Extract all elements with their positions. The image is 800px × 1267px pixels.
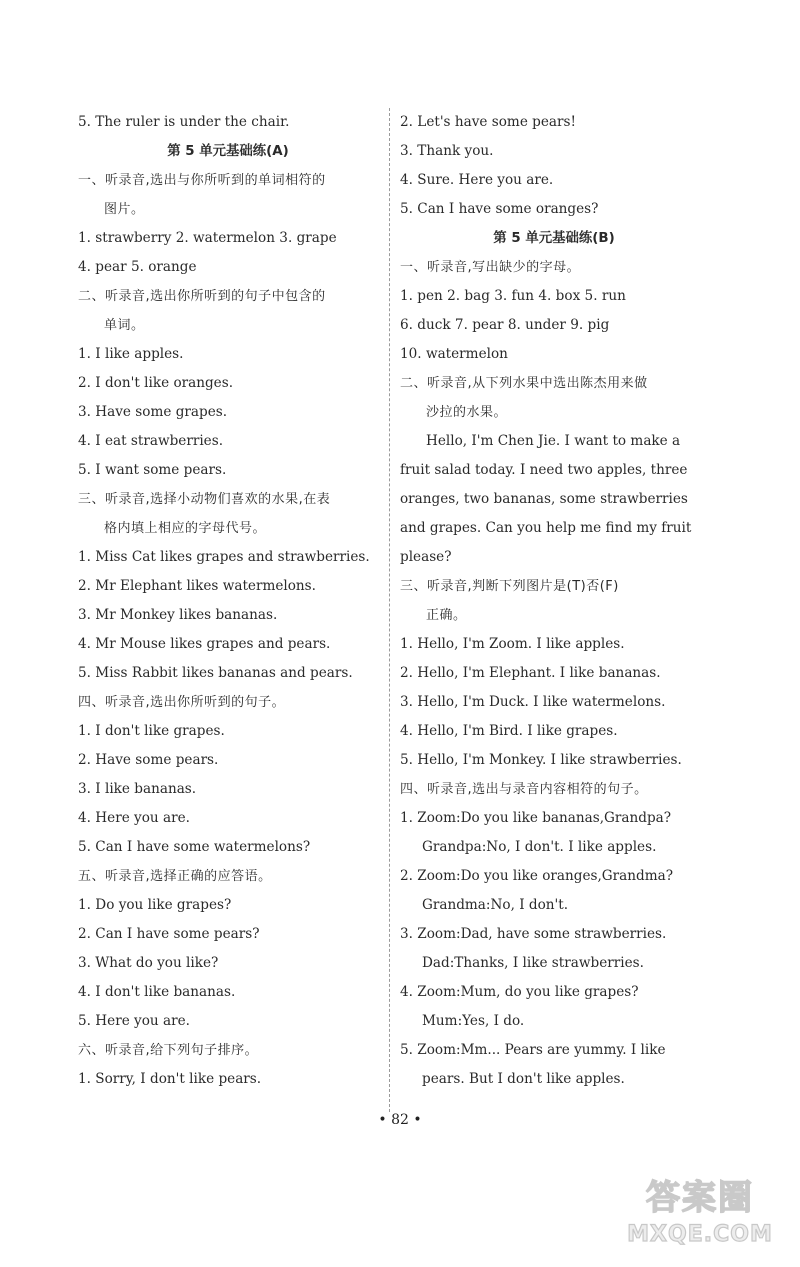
answer-line: and grapes. Can you help me find my fruit — [400, 520, 692, 536]
answer-line: 4. Sure. Here you are. — [400, 172, 554, 188]
section-heading: 第 5 单元基础练(A) — [167, 144, 289, 159]
question-instruction-continued: 沙拉的水果。 — [426, 405, 508, 420]
question-instruction-continued: 格内填上相应的字母代号。 — [104, 521, 267, 536]
answer-line: 5. Here you are. — [78, 1013, 190, 1029]
dialogue-response-line: Grandma:No, I don't. — [422, 897, 569, 913]
answer-line: 2. Hello, I'm Elephant. I like bananas. — [400, 665, 661, 681]
question-instruction-continued: 正确。 — [426, 608, 467, 623]
dialogue-response-line: Dad:Thanks, I like strawberries. — [422, 955, 644, 971]
answer-line: 1. strawberry 2. watermelon 3. grape — [78, 230, 337, 246]
answer-line: 4. I eat strawberries. — [78, 433, 224, 449]
dialogue-response-line: pears. But I don't like apples. — [422, 1071, 625, 1087]
answer-line: 4. Hello, I'm Bird. I like grapes. — [400, 723, 618, 739]
answer-line: 2. Have some pears. — [78, 752, 219, 768]
answer-line: 2. I don't like oranges. — [78, 375, 234, 391]
question-instruction: 二、听录音,从下列水果中选出陈杰用来做 — [400, 376, 648, 391]
answer-line: 1. I don't like grapes. — [78, 723, 225, 739]
answer-line: please? — [400, 549, 452, 565]
question-instruction: 一、听录音,选出与你所听到的单词相符的 — [78, 173, 326, 188]
answer-line: 1. I like apples. — [78, 346, 184, 362]
answer-line: 2. Zoom:Do you like oranges,Grandma? — [400, 868, 674, 884]
column-divider — [389, 108, 390, 1112]
answer-line: 1. Do you like grapes? — [78, 897, 232, 913]
question-instruction: 一、听录音,写出缺少的字母。 — [400, 260, 581, 275]
answer-line: 5. Can I have some watermelons? — [78, 839, 311, 855]
question-instruction: 三、听录音,判断下列图片是(T)否(F) — [400, 579, 619, 594]
question-instruction: 二、听录音,选出你所听到的句子中包含的 — [78, 289, 326, 304]
answer-line: fruit salad today. I need two apples, three — [400, 462, 688, 478]
answer-line: 4. Here you are. — [78, 810, 190, 826]
answer-line: 5. Miss Rabbit likes bananas and pears. — [78, 665, 353, 681]
section-heading: 第 5 单元基础练(B) — [493, 231, 615, 246]
left-column — [78, 108, 378, 1094]
answer-line: 3. Have some grapes. — [78, 404, 228, 420]
answer-line: 5. The ruler is under the chair. — [78, 114, 290, 130]
answer-line: 1. pen 2. bag 3. fun 4. box 5. run — [400, 288, 626, 304]
dialogue-response-line: Grandpa:No, I don't. I like apples. — [422, 839, 657, 855]
answer-line: 2. Mr Elephant likes watermelons. — [78, 578, 316, 594]
answer-line: 4. pear 5. orange — [78, 259, 197, 275]
answer-line: 3. Hello, I'm Duck. I like watermelons. — [400, 694, 666, 710]
question-instruction: 三、听录音,选择小动物们喜欢的水果,在表 — [78, 492, 331, 507]
answer-line: 3. Zoom:Dad, have some strawberries. — [400, 926, 667, 942]
answer-line: 3. I like bananas. — [78, 781, 197, 797]
answer-line: 1. Hello, I'm Zoom. I like apples. — [400, 636, 625, 652]
dialogue-response-line: Mum:Yes, I do. — [422, 1013, 525, 1029]
question-instruction-continued: 图片。 — [104, 202, 145, 217]
answer-line: 3. Thank you. — [400, 143, 494, 159]
passage-line: Hello, I'm Chen Jie. I want to make a — [426, 433, 681, 449]
answer-line: 1. Zoom:Do you like bananas,Grandpa? — [400, 810, 672, 826]
answer-line: 1. Miss Cat likes grapes and strawberries. — [78, 549, 370, 565]
answer-line: 5. Zoom:Mm... Pears are yummy. I like — [400, 1042, 666, 1058]
page-number: • 82 • — [378, 1112, 422, 1128]
right-column — [400, 108, 708, 1094]
answer-line: 3. What do you like? — [78, 955, 219, 971]
question-instruction: 六、听录音,给下列句子排序。 — [78, 1043, 259, 1058]
answer-line: 5. I want some pears. — [78, 462, 227, 478]
question-instruction-continued: 单词。 — [104, 318, 145, 333]
answer-line: 5. Hello, I'm Monkey. I like strawberries. — [400, 752, 682, 768]
watermark-logo — [610, 1178, 790, 1260]
question-instruction: 五、听录音,选择正确的应答语。 — [78, 869, 272, 884]
answer-line: 4. Mr Mouse likes grapes and pears. — [78, 636, 331, 652]
answer-line: 1. Sorry, I don't like pears. — [78, 1071, 262, 1087]
watermark-text-top: 答案圈 — [646, 1178, 754, 1218]
watermark-text-bottom: MXQE.COM — [627, 1222, 773, 1247]
question-instruction: 四、听录音,选出你所听到的句子。 — [78, 695, 286, 710]
answer-line: 6. duck 7. pear 8. under 9. pig — [400, 317, 610, 333]
answer-line: 4. Zoom:Mum, do you like grapes? — [400, 984, 639, 1000]
answer-line: 2. Let's have some pears! — [400, 114, 576, 130]
answer-line: 2. Can I have some pears? — [78, 926, 260, 942]
question-instruction: 四、听录音,选出与录音内容相符的句子。 — [400, 782, 648, 797]
answer-line: oranges, two bananas, some strawberries — [400, 491, 688, 507]
answer-line: 3. Mr Monkey likes bananas. — [78, 607, 278, 623]
answer-line: 10. watermelon — [400, 346, 508, 362]
answer-line: 5. Can I have some oranges? — [400, 201, 599, 217]
answer-line: 4. I don't like bananas. — [78, 984, 236, 1000]
